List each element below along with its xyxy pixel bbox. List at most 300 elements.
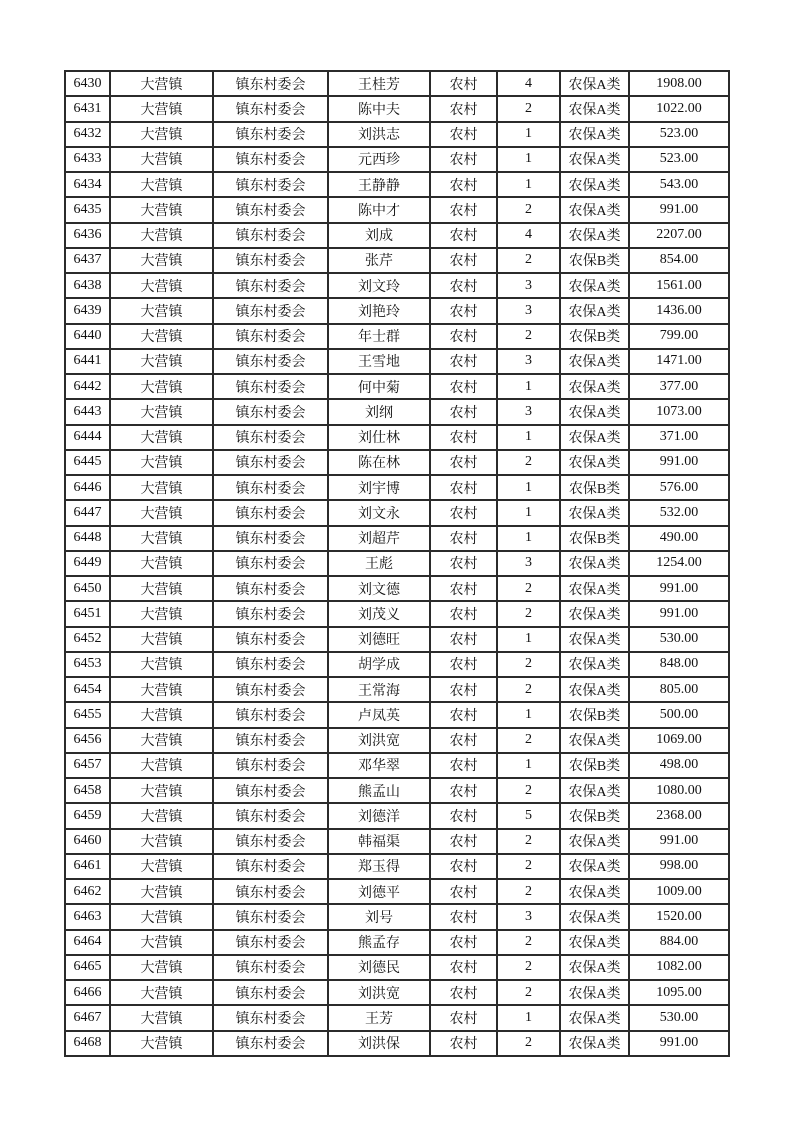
- cell-row-id: 6443: [65, 399, 110, 424]
- cell-row-id: 6464: [65, 930, 110, 955]
- cell-row-id: 6433: [65, 147, 110, 172]
- cell-village-committee: 镇东村委会: [213, 1005, 328, 1030]
- cell-row-id: 6431: [65, 96, 110, 121]
- cell-amount: 1436.00: [629, 298, 729, 323]
- cell-row-id: 6435: [65, 197, 110, 222]
- table-row: [65, 955, 729, 980]
- cell-row-id: 6452: [65, 627, 110, 652]
- cell-insurance-category: 农保A类: [560, 96, 629, 121]
- table-row: [65, 1005, 729, 1030]
- cell-town: 大营镇: [110, 122, 213, 147]
- cell-member-count: 2: [497, 829, 560, 854]
- cell-village-committee: 镇东村委会: [213, 955, 328, 980]
- cell-row-id: 6430: [65, 71, 110, 96]
- cell-insurance-category: 农保A类: [560, 223, 629, 248]
- cell-residence-type: 农村: [430, 652, 497, 677]
- cell-amount: 1082.00: [629, 955, 729, 980]
- cell-town: 大营镇: [110, 324, 213, 349]
- table-row: [65, 374, 729, 399]
- table-row: [65, 298, 729, 323]
- cell-residence-type: 农村: [430, 576, 497, 601]
- cell-town: 大营镇: [110, 172, 213, 197]
- cell-person-name: 年士群: [328, 324, 430, 349]
- cell-member-count: 3: [497, 298, 560, 323]
- table-row: [65, 627, 729, 652]
- cell-member-count: 5: [497, 803, 560, 828]
- cell-amount: 1561.00: [629, 273, 729, 298]
- cell-amount: 1520.00: [629, 904, 729, 929]
- cell-residence-type: 农村: [430, 399, 497, 424]
- table-row: [65, 475, 729, 500]
- cell-insurance-category: 农保A类: [560, 172, 629, 197]
- cell-insurance-category: 农保A类: [560, 349, 629, 374]
- cell-member-count: 1: [497, 500, 560, 525]
- cell-village-committee: 镇东村委会: [213, 298, 328, 323]
- table-row: [65, 930, 729, 955]
- cell-member-count: 3: [497, 273, 560, 298]
- cell-insurance-category: 农保A类: [560, 1031, 629, 1056]
- table-row: [65, 147, 729, 172]
- cell-person-name: 刘文玲: [328, 273, 430, 298]
- cell-residence-type: 农村: [430, 122, 497, 147]
- cell-residence-type: 农村: [430, 475, 497, 500]
- cell-village-committee: 镇东村委会: [213, 324, 328, 349]
- cell-residence-type: 农村: [430, 551, 497, 576]
- cell-row-id: 6455: [65, 702, 110, 727]
- cell-row-id: 6454: [65, 677, 110, 702]
- cell-town: 大营镇: [110, 71, 213, 96]
- cell-residence-type: 农村: [430, 526, 497, 551]
- table-row: [65, 576, 729, 601]
- cell-village-committee: 镇东村委会: [213, 122, 328, 147]
- cell-town: 大营镇: [110, 677, 213, 702]
- table-row: [65, 803, 729, 828]
- cell-village-committee: 镇东村委会: [213, 1031, 328, 1056]
- cell-person-name: 刘成: [328, 223, 430, 248]
- cell-person-name: 刘茂义: [328, 601, 430, 626]
- cell-town: 大营镇: [110, 1005, 213, 1030]
- cell-village-committee: 镇东村委会: [213, 147, 328, 172]
- cell-person-name: 卢凤英: [328, 702, 430, 727]
- cell-row-id: 6456: [65, 728, 110, 753]
- cell-person-name: 何中菊: [328, 374, 430, 399]
- cell-member-count: 3: [497, 349, 560, 374]
- cell-residence-type: 农村: [430, 803, 497, 828]
- cell-insurance-category: 农保B类: [560, 324, 629, 349]
- cell-amount: 799.00: [629, 324, 729, 349]
- cell-member-count: 1: [497, 147, 560, 172]
- cell-town: 大营镇: [110, 576, 213, 601]
- table-row: [65, 980, 729, 1005]
- cell-row-id: 6467: [65, 1005, 110, 1030]
- cell-residence-type: 农村: [430, 829, 497, 854]
- cell-person-name: 刘宇博: [328, 475, 430, 500]
- cell-amount: 1254.00: [629, 551, 729, 576]
- cell-town: 大营镇: [110, 450, 213, 475]
- table-row: [65, 399, 729, 424]
- cell-insurance-category: 农保B类: [560, 248, 629, 273]
- cell-amount: 991.00: [629, 197, 729, 222]
- cell-town: 大营镇: [110, 702, 213, 727]
- cell-person-name: 陈中才: [328, 197, 430, 222]
- cell-residence-type: 农村: [430, 374, 497, 399]
- cell-village-committee: 镇东村委会: [213, 197, 328, 222]
- cell-row-id: 6459: [65, 803, 110, 828]
- cell-amount: 1069.00: [629, 728, 729, 753]
- cell-row-id: 6460: [65, 829, 110, 854]
- cell-row-id: 6465: [65, 955, 110, 980]
- table-row: [65, 904, 729, 929]
- cell-person-name: 刘文德: [328, 576, 430, 601]
- cell-member-count: 1: [497, 425, 560, 450]
- cell-member-count: 4: [497, 71, 560, 96]
- cell-member-count: 3: [497, 551, 560, 576]
- cell-person-name: 王桂芳: [328, 71, 430, 96]
- cell-insurance-category: 农保B类: [560, 803, 629, 828]
- cell-amount: 1022.00: [629, 96, 729, 121]
- cell-row-id: 6448: [65, 526, 110, 551]
- cell-residence-type: 农村: [430, 879, 497, 904]
- table-row: [65, 829, 729, 854]
- cell-insurance-category: 农保A类: [560, 904, 629, 929]
- cell-town: 大营镇: [110, 500, 213, 525]
- table-row: [65, 778, 729, 803]
- cell-member-count: 1: [497, 122, 560, 147]
- cell-residence-type: 农村: [430, 1031, 497, 1056]
- cell-person-name: 张芹: [328, 248, 430, 273]
- cell-residence-type: 农村: [430, 172, 497, 197]
- table-row: [65, 1031, 729, 1056]
- cell-village-committee: 镇东村委会: [213, 71, 328, 96]
- cell-village-committee: 镇东村委会: [213, 627, 328, 652]
- cell-town: 大营镇: [110, 273, 213, 298]
- cell-residence-type: 农村: [430, 96, 497, 121]
- cell-person-name: 刘文永: [328, 500, 430, 525]
- cell-residence-type: 农村: [430, 298, 497, 323]
- cell-person-name: 王彪: [328, 551, 430, 576]
- cell-row-id: 6462: [65, 879, 110, 904]
- cell-village-committee: 镇东村委会: [213, 728, 328, 753]
- cell-amount: 805.00: [629, 677, 729, 702]
- cell-town: 大营镇: [110, 248, 213, 273]
- cell-village-committee: 镇东村委会: [213, 576, 328, 601]
- cell-row-id: 6446: [65, 475, 110, 500]
- cell-member-count: 1: [497, 702, 560, 727]
- cell-member-count: 2: [497, 980, 560, 1005]
- cell-town: 大营镇: [110, 904, 213, 929]
- cell-insurance-category: 农保B类: [560, 702, 629, 727]
- cell-insurance-category: 农保A类: [560, 980, 629, 1005]
- cell-town: 大营镇: [110, 627, 213, 652]
- cell-amount: 884.00: [629, 930, 729, 955]
- cell-amount: 991.00: [629, 601, 729, 626]
- cell-member-count: 3: [497, 399, 560, 424]
- cell-amount: 576.00: [629, 475, 729, 500]
- cell-amount: 991.00: [629, 829, 729, 854]
- cell-residence-type: 农村: [430, 500, 497, 525]
- cell-residence-type: 农村: [430, 197, 497, 222]
- cell-insurance-category: 农保A类: [560, 854, 629, 879]
- cell-row-id: 6439: [65, 298, 110, 323]
- cell-person-name: 刘洪宽: [328, 728, 430, 753]
- cell-residence-type: 农村: [430, 854, 497, 879]
- table-row: [65, 96, 729, 121]
- cell-amount: 498.00: [629, 753, 729, 778]
- cell-insurance-category: 农保A类: [560, 298, 629, 323]
- cell-member-count: 1: [497, 374, 560, 399]
- cell-residence-type: 农村: [430, 778, 497, 803]
- cell-amount: 532.00: [629, 500, 729, 525]
- cell-amount: 377.00: [629, 374, 729, 399]
- cell-row-id: 6444: [65, 425, 110, 450]
- cell-town: 大营镇: [110, 980, 213, 1005]
- cell-member-count: 2: [497, 778, 560, 803]
- cell-village-committee: 镇东村委会: [213, 677, 328, 702]
- table-row: [65, 223, 729, 248]
- cell-person-name: 王芳: [328, 1005, 430, 1030]
- cell-person-name: 刘纲: [328, 399, 430, 424]
- cell-town: 大营镇: [110, 374, 213, 399]
- cell-person-name: 刘德民: [328, 955, 430, 980]
- table-row: [65, 652, 729, 677]
- cell-row-id: 6463: [65, 904, 110, 929]
- cell-insurance-category: 农保A类: [560, 399, 629, 424]
- cell-person-name: 陈在林: [328, 450, 430, 475]
- cell-town: 大营镇: [110, 425, 213, 450]
- cell-town: 大营镇: [110, 197, 213, 222]
- cell-insurance-category: 农保A类: [560, 778, 629, 803]
- cell-amount: 1073.00: [629, 399, 729, 424]
- cell-village-committee: 镇东村委会: [213, 248, 328, 273]
- cell-person-name: 刘德平: [328, 879, 430, 904]
- cell-village-committee: 镇东村委会: [213, 349, 328, 374]
- table-row: [65, 122, 729, 147]
- cell-row-id: 6468: [65, 1031, 110, 1056]
- table-row: [65, 425, 729, 450]
- cell-insurance-category: 农保A类: [560, 930, 629, 955]
- cell-village-committee: 镇东村委会: [213, 702, 328, 727]
- cell-person-name: 陈中夫: [328, 96, 430, 121]
- cell-amount: 1095.00: [629, 980, 729, 1005]
- cell-member-count: 1: [497, 526, 560, 551]
- cell-village-committee: 镇东村委会: [213, 854, 328, 879]
- table-body: [65, 71, 729, 1056]
- cell-amount: 991.00: [629, 450, 729, 475]
- cell-row-id: 6432: [65, 122, 110, 147]
- table-row: [65, 324, 729, 349]
- cell-member-count: 2: [497, 576, 560, 601]
- cell-row-id: 6453: [65, 652, 110, 677]
- cell-village-committee: 镇东村委会: [213, 172, 328, 197]
- cell-member-count: 2: [497, 96, 560, 121]
- table-row: [65, 349, 729, 374]
- cell-insurance-category: 农保A类: [560, 677, 629, 702]
- cell-row-id: 6437: [65, 248, 110, 273]
- cell-insurance-category: 农保B类: [560, 753, 629, 778]
- cell-insurance-category: 农保A类: [560, 955, 629, 980]
- cell-amount: 371.00: [629, 425, 729, 450]
- cell-residence-type: 农村: [430, 248, 497, 273]
- cell-town: 大营镇: [110, 829, 213, 854]
- table-row: [65, 450, 729, 475]
- cell-member-count: 1: [497, 172, 560, 197]
- cell-residence-type: 农村: [430, 753, 497, 778]
- cell-row-id: 6447: [65, 500, 110, 525]
- cell-amount: 523.00: [629, 147, 729, 172]
- cell-person-name: 刘洪保: [328, 1031, 430, 1056]
- cell-insurance-category: 农保A类: [560, 425, 629, 450]
- cell-residence-type: 农村: [430, 324, 497, 349]
- cell-town: 大营镇: [110, 1031, 213, 1056]
- cell-person-name: 王雪地: [328, 349, 430, 374]
- cell-village-committee: 镇东村委会: [213, 500, 328, 525]
- cell-residence-type: 农村: [430, 930, 497, 955]
- cell-village-committee: 镇东村委会: [213, 980, 328, 1005]
- cell-insurance-category: 农保A类: [560, 450, 629, 475]
- cell-person-name: 刘德洋: [328, 803, 430, 828]
- cell-row-id: 6458: [65, 778, 110, 803]
- cell-row-id: 6434: [65, 172, 110, 197]
- cell-insurance-category: 农保A类: [560, 273, 629, 298]
- cell-insurance-category: 农保A类: [560, 601, 629, 626]
- cell-amount: 523.00: [629, 122, 729, 147]
- table-row: [65, 601, 729, 626]
- cell-insurance-category: 农保A类: [560, 879, 629, 904]
- cell-town: 大营镇: [110, 223, 213, 248]
- cell-amount: 2368.00: [629, 803, 729, 828]
- table-row: [65, 854, 729, 879]
- cell-insurance-category: 农保A类: [560, 197, 629, 222]
- cell-village-committee: 镇东村委会: [213, 526, 328, 551]
- cell-member-count: 2: [497, 879, 560, 904]
- cell-residence-type: 农村: [430, 425, 497, 450]
- cell-insurance-category: 农保A类: [560, 551, 629, 576]
- cell-amount: 1471.00: [629, 349, 729, 374]
- cell-village-committee: 镇东村委会: [213, 450, 328, 475]
- cell-village-committee: 镇东村委会: [213, 475, 328, 500]
- cell-person-name: 刘德旺: [328, 627, 430, 652]
- cell-village-committee: 镇东村委会: [213, 551, 328, 576]
- cell-town: 大营镇: [110, 930, 213, 955]
- cell-insurance-category: 农保A类: [560, 147, 629, 172]
- cell-residence-type: 农村: [430, 147, 497, 172]
- cell-member-count: 2: [497, 930, 560, 955]
- cell-village-committee: 镇东村委会: [213, 904, 328, 929]
- cell-person-name: 刘号: [328, 904, 430, 929]
- cell-amount: 2207.00: [629, 223, 729, 248]
- cell-residence-type: 农村: [430, 955, 497, 980]
- cell-person-name: 韩福渠: [328, 829, 430, 854]
- cell-amount: 991.00: [629, 1031, 729, 1056]
- cell-village-committee: 镇东村委会: [213, 399, 328, 424]
- table-row: [65, 248, 729, 273]
- cell-residence-type: 农村: [430, 71, 497, 96]
- cell-town: 大营镇: [110, 96, 213, 121]
- cell-person-name: 刘洪志: [328, 122, 430, 147]
- cell-insurance-category: 农保A类: [560, 71, 629, 96]
- cell-village-committee: 镇东村委会: [213, 930, 328, 955]
- cell-row-id: 6457: [65, 753, 110, 778]
- cell-village-committee: 镇东村委会: [213, 374, 328, 399]
- cell-town: 大营镇: [110, 879, 213, 904]
- cell-member-count: 1: [497, 753, 560, 778]
- cell-row-id: 6451: [65, 601, 110, 626]
- cell-member-count: 2: [497, 955, 560, 980]
- cell-person-name: 刘艳玲: [328, 298, 430, 323]
- cell-member-count: 2: [497, 450, 560, 475]
- cell-member-count: 2: [497, 677, 560, 702]
- cell-person-name: 元西珍: [328, 147, 430, 172]
- cell-residence-type: 农村: [430, 627, 497, 652]
- cell-amount: 1009.00: [629, 879, 729, 904]
- cell-residence-type: 农村: [430, 223, 497, 248]
- cell-amount: 530.00: [629, 1005, 729, 1030]
- cell-insurance-category: 农保A类: [560, 576, 629, 601]
- cell-residence-type: 农村: [430, 980, 497, 1005]
- cell-person-name: 王静静: [328, 172, 430, 197]
- cell-town: 大营镇: [110, 475, 213, 500]
- cell-village-committee: 镇东村委会: [213, 652, 328, 677]
- cell-amount: 1908.00: [629, 71, 729, 96]
- cell-residence-type: 农村: [430, 702, 497, 727]
- cell-residence-type: 农村: [430, 601, 497, 626]
- cell-member-count: 1: [497, 627, 560, 652]
- cell-insurance-category: 农保A类: [560, 627, 629, 652]
- cell-row-id: 6440: [65, 324, 110, 349]
- cell-town: 大营镇: [110, 349, 213, 374]
- cell-row-id: 6449: [65, 551, 110, 576]
- cell-village-committee: 镇东村委会: [213, 425, 328, 450]
- cell-village-committee: 镇东村委会: [213, 829, 328, 854]
- cell-town: 大营镇: [110, 803, 213, 828]
- cell-row-id: 6466: [65, 980, 110, 1005]
- cell-amount: 530.00: [629, 627, 729, 652]
- cell-town: 大营镇: [110, 728, 213, 753]
- cell-amount: 500.00: [629, 702, 729, 727]
- table-row: [65, 197, 729, 222]
- cell-insurance-category: 农保A类: [560, 374, 629, 399]
- cell-member-count: 2: [497, 197, 560, 222]
- cell-insurance-category: 农保A类: [560, 829, 629, 854]
- cell-amount: 854.00: [629, 248, 729, 273]
- cell-person-name: 邓华翠: [328, 753, 430, 778]
- cell-person-name: 熊孟存: [328, 930, 430, 955]
- cell-person-name: 郑玉得: [328, 854, 430, 879]
- table-wrapper: [64, 70, 730, 1057]
- cell-amount: 543.00: [629, 172, 729, 197]
- cell-residence-type: 农村: [430, 450, 497, 475]
- cell-insurance-category: 农保B类: [560, 475, 629, 500]
- cell-town: 大营镇: [110, 601, 213, 626]
- cell-town: 大营镇: [110, 551, 213, 576]
- cell-insurance-category: 农保A类: [560, 500, 629, 525]
- table-row: [65, 702, 729, 727]
- cell-row-id: 6438: [65, 273, 110, 298]
- cell-member-count: 4: [497, 223, 560, 248]
- cell-town: 大营镇: [110, 298, 213, 323]
- cell-residence-type: 农村: [430, 677, 497, 702]
- cell-member-count: 2: [497, 854, 560, 879]
- cell-amount: 490.00: [629, 526, 729, 551]
- cell-row-id: 6445: [65, 450, 110, 475]
- cell-residence-type: 农村: [430, 273, 497, 298]
- cell-person-name: 王常海: [328, 677, 430, 702]
- cell-person-name: 刘仕林: [328, 425, 430, 450]
- cell-member-count: 2: [497, 652, 560, 677]
- cell-row-id: 6441: [65, 349, 110, 374]
- cell-row-id: 6436: [65, 223, 110, 248]
- cell-town: 大营镇: [110, 526, 213, 551]
